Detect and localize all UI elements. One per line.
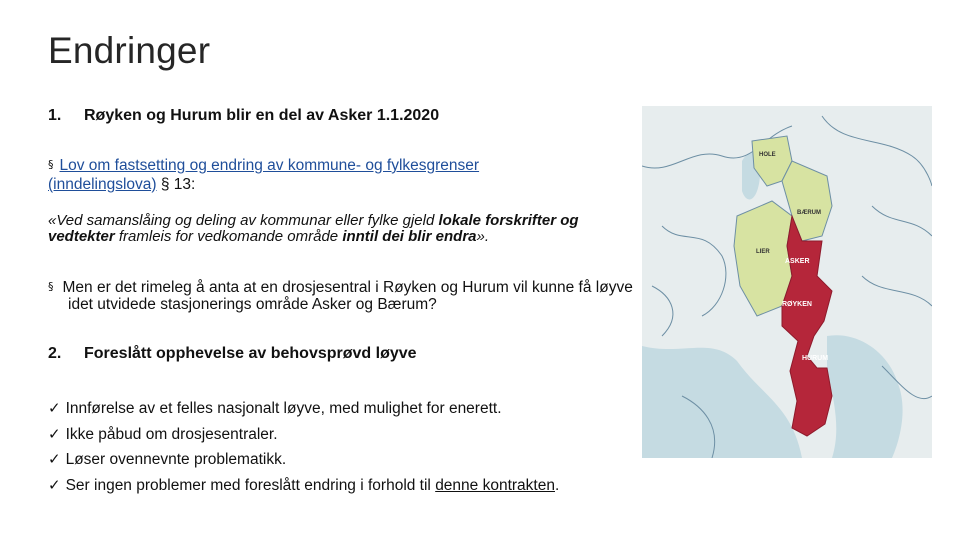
- item-2-text: Foreslått opphevelse av behovsprøvd løyve: [84, 345, 417, 362]
- check-list: [48, 396, 559, 498]
- slide-title: Endringer: [48, 30, 211, 71]
- heading-item-2: [48, 345, 417, 363]
- label-asker: ASKER: [785, 258, 810, 265]
- check-item-text: Løser ovennevnte problematikk.: [65, 451, 287, 468]
- check-item: [48, 396, 559, 422]
- law-link[interactable]: Lov om fastsetting og endring av kommune- og fylkesgrenser (inndelingslova): [48, 157, 480, 193]
- label-lier: LIER: [756, 249, 770, 255]
- map-svg: [642, 106, 932, 458]
- heading-item-1: [48, 107, 439, 125]
- quote-bold-2: inntil dei blir endra: [342, 227, 477, 245]
- law-suffix: § 13:: [156, 175, 196, 193]
- check-item: [48, 447, 559, 473]
- label-hole: HOLE: [759, 152, 776, 158]
- quote-bold-1: lokale forskrifter og vedtekter: [48, 212, 579, 245]
- section-bullet-icon: §: [48, 158, 54, 171]
- item-2-number: 2.: [48, 345, 62, 362]
- item-1-text: Røyken og Hurum blir en del av Asker 1.1.2020: [84, 107, 440, 124]
- checkmark-icon: ✓: [48, 399, 61, 417]
- item-1-number: 1.: [48, 107, 62, 124]
- quote-part-1: «Ved samanslåing og deling av kommunar eller fylke gjeld: [48, 212, 439, 229]
- quote-part-3: ».: [476, 227, 490, 245]
- label-baerum: BÆRUM: [797, 210, 821, 216]
- checkmark-icon: ✓: [48, 424, 61, 443]
- checkmark-icon: ✓: [48, 450, 61, 468]
- check-item-text: Ikke påbud om drosjesentraler.: [65, 425, 278, 443]
- label-royken: RØYKEN: [782, 301, 812, 308]
- municipality-map: [642, 106, 932, 458]
- label-hurum: HURUM: [802, 355, 829, 362]
- quote-part-2: framleis for vedkomande område: [114, 227, 343, 245]
- check-item-text: Ser ingen problemer med foreslått endring i forhold til: [65, 476, 436, 494]
- bullet-question: [48, 279, 658, 313]
- checkmark-icon: ✓: [48, 475, 61, 494]
- bullet-question-text: Men er det rimeleg å anta at en drosjesentral i Røyken og Hurum vil kunne få løyve idet utvidede stasjonerings område Asker og Bærum?: [62, 279, 633, 314]
- law-reference: [48, 157, 588, 195]
- check-item: [48, 422, 559, 448]
- check-item-text: Innførelse av et felles nasjonalt løyve, med mulighet for enerett.: [65, 400, 502, 417]
- section-bullet-icon: §: [48, 280, 54, 293]
- law-quote: [48, 213, 638, 245]
- check-item-suffix: .: [554, 476, 560, 494]
- check-item: [48, 473, 559, 499]
- contract-reference: denne kontrakten: [435, 476, 555, 494]
